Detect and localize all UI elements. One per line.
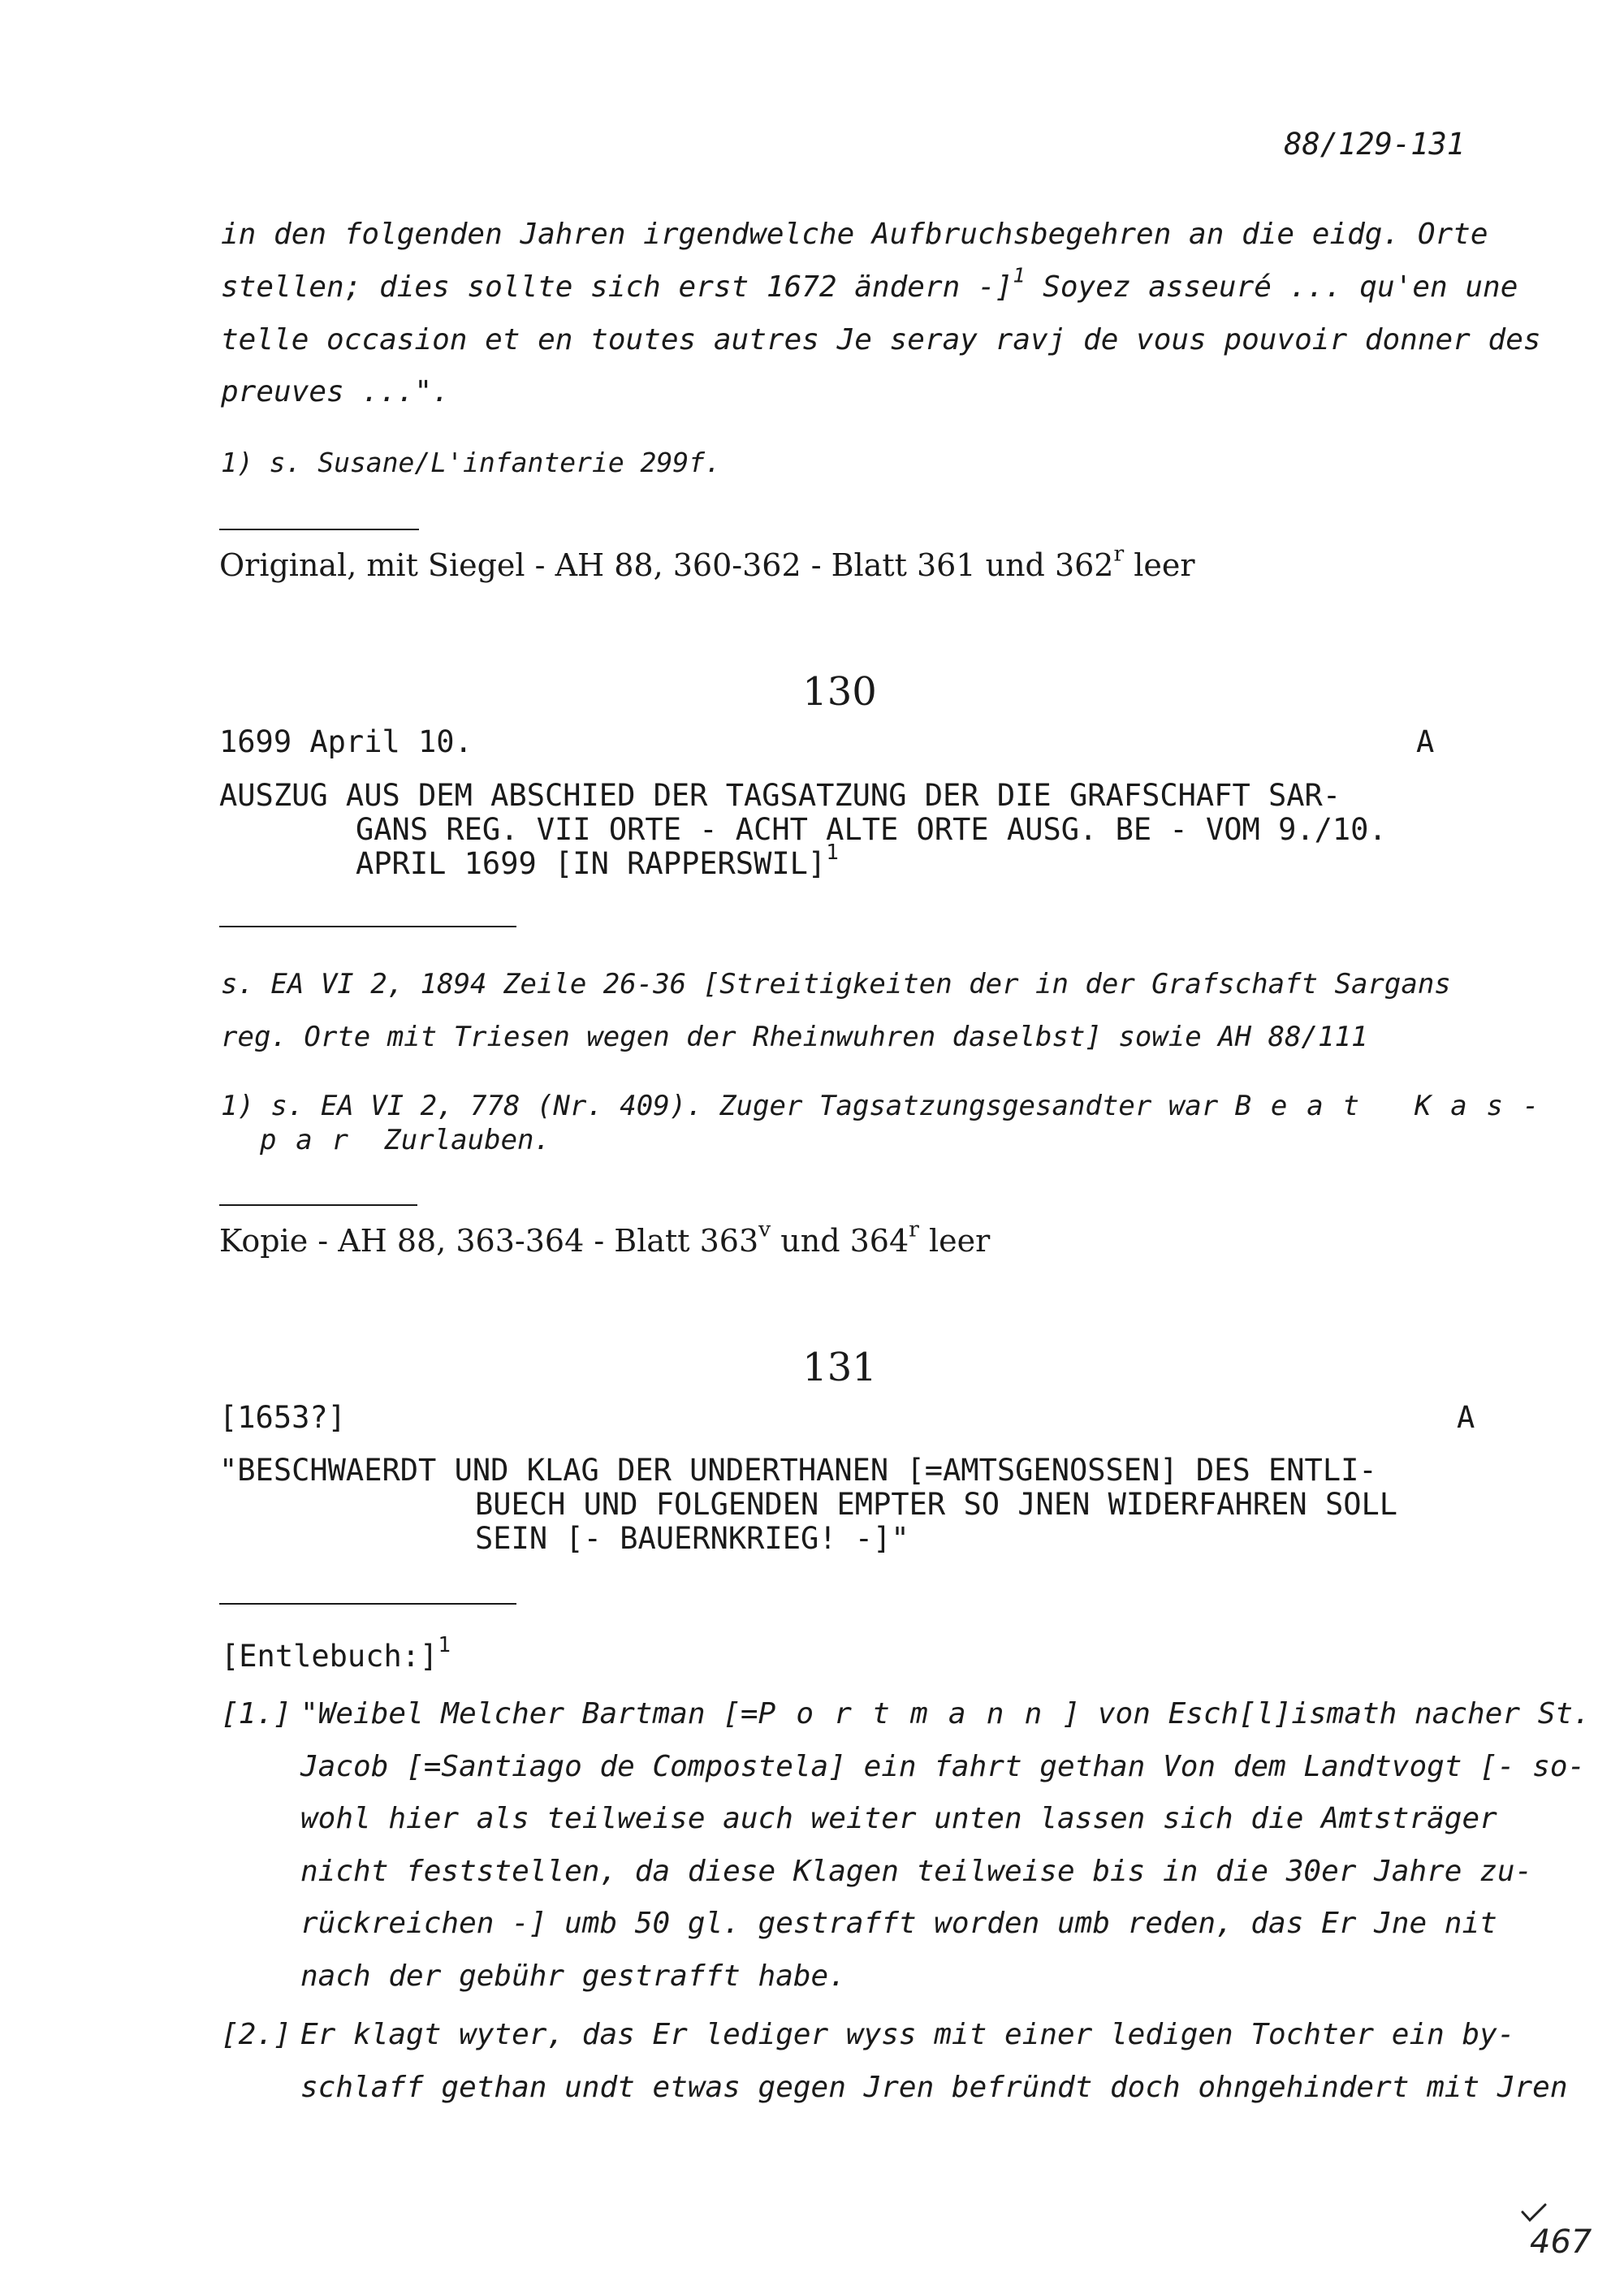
- doc-number-131: 131: [802, 1345, 877, 1390]
- cont-line-1: in den folgenden Jahren irgendwelche Aufbruchsbegehren an die eidg. Orte: [221, 218, 1488, 251]
- item-2-number: [2.]: [221, 2018, 292, 2051]
- doc130-footnote-1: 1) s. EA VI 2, 778 (Nr. 409). Zuger Tagsatzungsgesandter war Beat Kas-: [221, 1090, 1559, 1122]
- cont-line-4: preuves ...".: [221, 375, 450, 408]
- doc131-title-3: SEIN [- BAUERNKRIEG! -]": [475, 1521, 909, 1556]
- rule-1: [219, 529, 419, 530]
- rule-3: [219, 1204, 417, 1206]
- item-1-line-5: rückreichen -] umb 50 gl. gestrafft worden umb reden, das Er Jne nit: [300, 1907, 1497, 1940]
- item-2-line-1: Er klagt wyter, das Er lediger wyss mit einer ledigen Tochter ein by-: [300, 2018, 1515, 2051]
- doc130-title-3: APRIL 1699 [IN RAPPERSWIL]$^1$: [356, 840, 839, 881]
- doc130-letter: A: [1416, 724, 1435, 759]
- footnote-marker: 1: [1013, 263, 1026, 287]
- doc131-title-2: BUECH UND FOLGENDEN EMPTER SO JNEN WIDERFAHREN SOLL: [475, 1487, 1398, 1522]
- handwritten-page-number: 467: [1530, 2223, 1592, 2261]
- doc131-letter: A: [1457, 1400, 1475, 1435]
- item-1-line-4: nicht feststellen, da diese Klagen teilweise bis in die 30er Jahre zu-: [300, 1855, 1533, 1888]
- item-2-line-2: schlaff gethan undt etwas gegen Jren befründt doch ohngehindert mit Jren: [300, 2071, 1568, 2104]
- doc130-title-2: GANS REG. VII ORTE - ACHT ALTE ORTE AUSG. BE - VOM 9./10.: [356, 812, 1387, 847]
- doc-number-130: 130: [802, 669, 877, 715]
- doc130-note-2: reg. Orte mit Triesen wegen der Rheinwuhren daselbst] sowie AH 88/111: [221, 1021, 1368, 1053]
- cont-line-3: telle occasion et en toutes autres Je seray ravj de vous pouvoir donner des: [221, 323, 1541, 356]
- item-1-line-6: nach der gebühr gestrafft habe.: [300, 1959, 846, 1993]
- item-1-number: [1.]: [221, 1697, 292, 1730]
- doc131-date: [1653?]: [219, 1400, 346, 1435]
- rule-4: [219, 1603, 516, 1605]
- item-1-line-2: Jacob [=Santiago de Compostela] ein fahrt gethan Von dem Landtvogt [- so-: [300, 1750, 1586, 1783]
- item-1-line-1: "Weibel Melcher Bartman [=Portmann] von Esch[l]ismath nacher St.: [300, 1697, 1591, 1730]
- cont-line-2: stellen; dies sollte sich erst 1672 ändern -]$^1$ Soyez asseuré ... qu'en une: [221, 263, 1518, 304]
- doc130-note-1: s. EA VI 2, 1894 Zeile 26-36 [Streitigkeiten der in der Grafschaft Sargans: [221, 968, 1451, 1000]
- doc130-date: 1699 April 10.: [219, 724, 473, 759]
- doc130-title-1: AUSZUG AUS DEM ABSCHIED DER TAGSATZUNG DER DIE GRAFSCHAFT SAR-: [219, 778, 1341, 813]
- cont-footnote: 1) s. Susane/L'infanterie 299f.: [221, 447, 721, 478]
- cont-source: Original, mit Siegel - AH 88, 360-362 - Blatt 361 und 362$^r$ leer: [219, 541, 1195, 583]
- doc131-entlebuch: [Entlebuch:]$^1$: [221, 1632, 451, 1674]
- doc130-source: Kopie - AH 88, 363-364 - Blatt 363$^v$ und 364$^r$ leer: [219, 1216, 991, 1259]
- item-1-line-3: wohl hier als teilweise auch weiter unten lassen sich die Amtsträger: [300, 1802, 1497, 1835]
- check-mark-icon: [1520, 2202, 1548, 2223]
- page-reference: 88/129-131: [1284, 127, 1465, 162]
- doc130-footnote-2: par Zurlauben.: [260, 1124, 551, 1156]
- rule-2: [219, 926, 516, 927]
- doc131-title-1: "BESCHWAERDT UND KLAG DER UNDERTHANEN [=AMTSGENOSSEN] DES ENTLI-: [219, 1453, 1377, 1488]
